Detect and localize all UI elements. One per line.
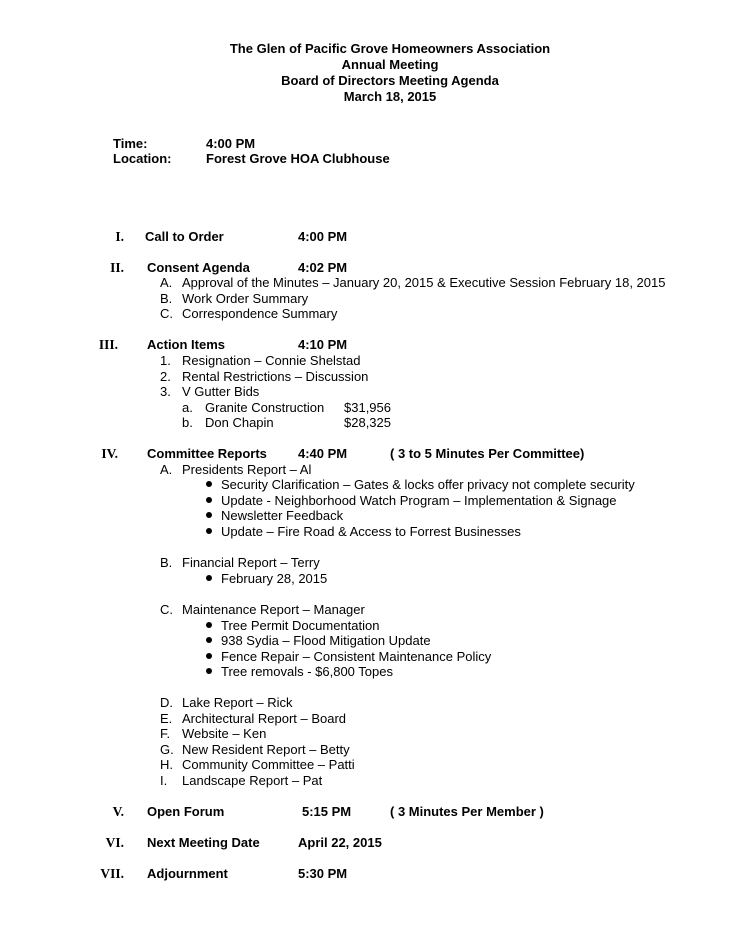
list-marker: 3.: [160, 384, 171, 399]
bid-amount: $31,956: [344, 400, 391, 415]
list-marker: E.: [160, 711, 173, 726]
list-item: Website – Ken: [182, 726, 267, 741]
bullet-icon: [206, 622, 212, 628]
bid-amount: $28,325: [344, 415, 391, 430]
section-title: Call to Order: [145, 229, 224, 244]
bullet-icon: [206, 637, 212, 643]
list-marker: H.: [160, 757, 173, 772]
list-marker: 2.: [160, 369, 171, 384]
list-item: Approval of the Minutes – January 20, 2015 & Executive Session February 18, 2015: [182, 275, 666, 290]
bullet-item: [206, 524, 521, 540]
bullet-icon: [206, 575, 212, 581]
bullet-item: [206, 571, 327, 587]
list-marker: I.: [160, 773, 168, 788]
bid-company: Granite Construction: [205, 400, 325, 415]
list-marker: F.: [160, 726, 171, 741]
list-item: Presidents Report – Al: [182, 462, 312, 477]
bid-marker: a.: [182, 400, 193, 415]
list-item: Resignation – Connie Shelstad: [182, 353, 361, 368]
bullet-text: Security Clarification – Gates & locks offer privacy not complete security: [221, 477, 635, 492]
bullet-text: Tree removals - $6,800 Topes: [221, 664, 393, 679]
section-time: 4:02 PM: [298, 260, 348, 275]
section-time: 4:10 PM: [298, 337, 348, 352]
section-time: 5:15 PM: [302, 804, 352, 819]
bullet-text: Tree Permit Documentation: [221, 618, 380, 633]
bullet-icon: [206, 497, 212, 503]
section-title: Open Forum: [147, 804, 225, 819]
bid-marker: b.: [182, 415, 193, 430]
bullet-text: Update - Neighborhood Watch Program – Implementation & Signage: [221, 493, 617, 508]
list-item: Maintenance Report – Manager: [182, 602, 365, 617]
list-marker: D.: [160, 695, 173, 710]
bullet-icon: [206, 653, 212, 659]
section-title: Consent Agenda: [147, 260, 250, 275]
time-label: Time:: [113, 136, 148, 151]
association-name: The Glen of Pacific Grove Homeowners Association: [229, 41, 551, 56]
bullet-text: Fence Repair – Consistent Maintenance Policy: [221, 649, 492, 664]
section-title: Committee Reports: [147, 446, 267, 461]
list-marker: 1.: [160, 353, 171, 368]
section-time: 5:30 PM: [298, 866, 348, 881]
list-marker: B.: [160, 291, 173, 306]
list-marker: B.: [160, 555, 173, 570]
list-marker: C.: [160, 602, 173, 617]
section-number: III.: [98, 337, 118, 352]
list-item: Lake Report – Rick: [182, 695, 293, 710]
bullet-text: February 28, 2015: [221, 571, 328, 586]
section-time: 4:40 PM: [298, 446, 348, 461]
location-label: Location:: [113, 151, 172, 166]
list-item: Correspondence Summary: [182, 306, 338, 321]
bullet-icon: [206, 668, 212, 674]
bullet-item: [206, 508, 343, 524]
bid-company: Don Chapin: [205, 415, 274, 430]
section-number: I.: [115, 229, 124, 244]
section-number: II.: [110, 260, 124, 275]
bullet-text: Newsletter Feedback: [221, 508, 344, 523]
bullet-item: [206, 649, 491, 665]
list-item: Architectural Report – Board: [182, 711, 347, 726]
bullet-text: Update – Fire Road & Access to Forrest Businesses: [221, 524, 521, 539]
section-time: 4:00 PM: [298, 229, 348, 244]
bullet-item: [206, 493, 617, 509]
section-number: VII.: [100, 866, 124, 881]
location-value: Forest Grove HOA Clubhouse: [206, 151, 390, 166]
meeting-type: Annual Meeting: [341, 57, 439, 72]
section-note: ( 3 Minutes Per Member ): [390, 804, 544, 819]
time-value: 4:00 PM: [206, 136, 256, 151]
bullet-icon: [206, 512, 212, 518]
section-time: April 22, 2015: [298, 835, 382, 850]
section-number: VI.: [105, 835, 124, 850]
section-number: IV.: [101, 446, 118, 461]
bullet-icon: [206, 528, 212, 534]
list-marker: A.: [160, 275, 173, 290]
bullet-icon: [206, 481, 212, 487]
bullet-item: [206, 633, 431, 649]
list-item: New Resident Report – Betty: [182, 742, 350, 757]
list-item: V Gutter Bids: [182, 384, 260, 399]
section-title: Adjournment: [147, 866, 228, 881]
list-marker: C.: [160, 306, 173, 321]
list-item: Work Order Summary: [182, 291, 309, 306]
list-item: Rental Restrictions – Discussion: [182, 369, 369, 384]
section-title: Next Meeting Date: [147, 835, 260, 850]
agenda-title: Board of Directors Meeting Agenda: [281, 73, 499, 88]
list-item: Community Committee – Patti: [182, 757, 355, 772]
section-title: Action Items: [147, 337, 226, 352]
bullet-text: 938 Sydia – Flood Mitigation Update: [221, 633, 431, 648]
list-marker: A.: [160, 462, 173, 477]
meeting-date: March 18, 2015: [343, 89, 437, 104]
section-number: V.: [112, 804, 124, 819]
list-marker: G.: [160, 742, 174, 757]
bullet-item: [206, 664, 393, 680]
bullet-item: [206, 477, 635, 493]
list-item: Financial Report – Terry: [182, 555, 320, 570]
bullet-item: [206, 618, 379, 634]
section-note: ( 3 to 5 Minutes Per Committee): [390, 446, 585, 461]
list-item: Landscape Report – Pat: [182, 773, 323, 788]
